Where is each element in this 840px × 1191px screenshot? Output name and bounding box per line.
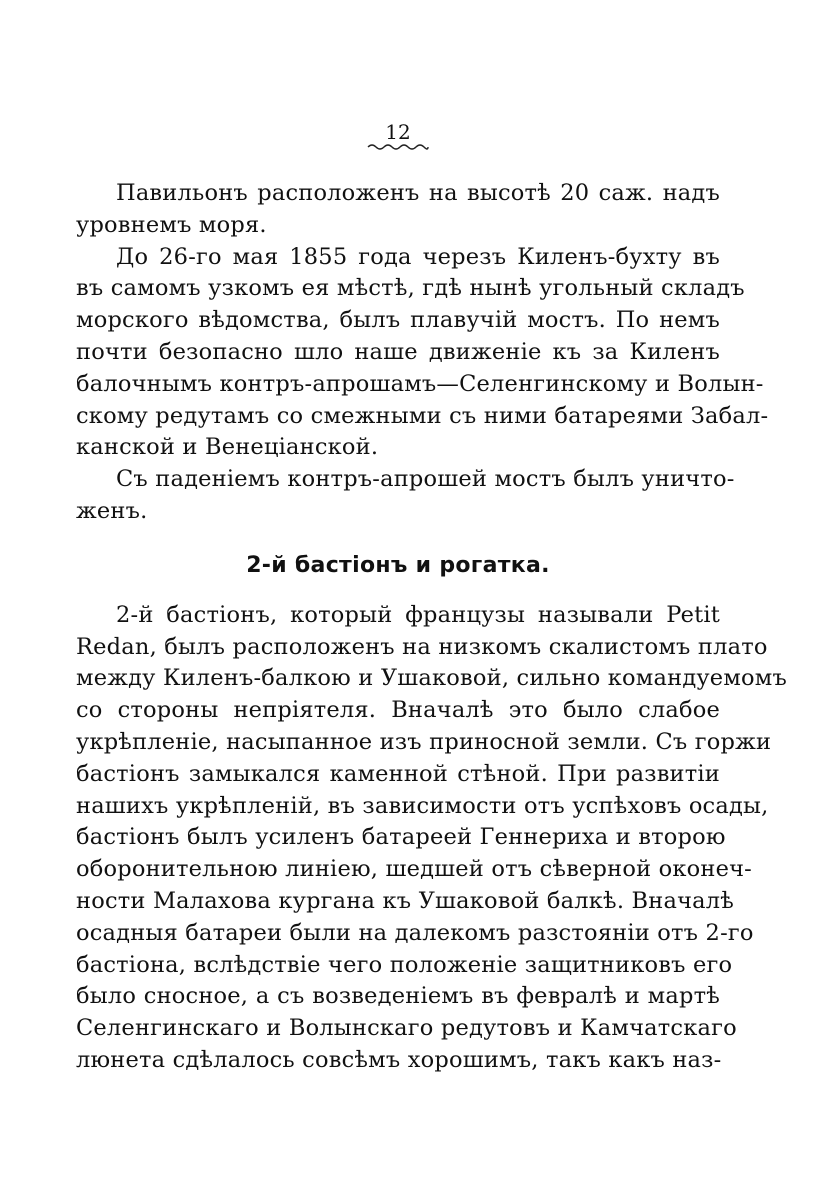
paragraph-destroyed [76, 464, 735, 528]
text-line: ности Малахова кургана къ Ушаковой балкѣ. Вначалѣ [76, 887, 735, 914]
paragraph-bridge [76, 242, 769, 465]
text-line: канской и Венеціанской. [76, 434, 379, 461]
book-page [76, 118, 787, 1077]
text-line: осадныя батареи были на далекомъ разстояніи отъ 2-го [76, 919, 754, 946]
text-line: Съ паденіемъ контръ-апрошей мостъ былъ уничто- [116, 466, 735, 493]
text-line: Павильонъ расположенъ на высотѣ 20 саж. надъ [116, 180, 720, 206]
text-line: Redan, былъ расположенъ на низкомъ скалистомъ плато [76, 633, 768, 660]
text-line: укрѣпленіе, насыпанное изъ приносной земли. Съ горжи [76, 728, 772, 755]
text-line: женъ. [76, 497, 148, 524]
text-line: между Киленъ-балкою и Ушаковой, сильно командуемомъ [76, 665, 787, 692]
text-line: До 26-го мая 1855 года черезъ Киленъ-бухту въ [116, 243, 720, 270]
text-line: скому редутамъ со смежными съ ними батареями Забал- [76, 402, 769, 429]
text-line: люнета сдѣлалось совсѣмъ хорошимъ, такъ какъ наз- [76, 1046, 722, 1073]
page-number: 12 [385, 120, 411, 144]
text-line: оборонительною линіею, шедшей отъ сѣверной оконеч- [76, 856, 752, 883]
text-line: 2-й бастіонъ, который французы называли Petit [116, 601, 720, 628]
text-line: морского вѣдомства, былъ плавучій мостъ. По немъ [76, 307, 720, 334]
text-line: бастіонъ былъ усиленъ батареей Геннериха и второю [76, 824, 726, 851]
text-line: со стороны непріятеля. Вначалѣ это было слабое [76, 697, 720, 724]
section-heading: 2-й бастіонъ и рогатка. [246, 552, 550, 578]
text-line: нашихъ укрѣпленій, въ зависимости отъ успѣховъ осады, [76, 792, 769, 819]
text-line: бастіона, вслѣдствіе чего положеніе защитниковъ его [76, 951, 733, 978]
text-line: балочнымъ контръ-апрошамъ—Селенгинскому и Волын- [76, 370, 764, 397]
paragraph-second-bastion [76, 600, 787, 1077]
text-line: было сносное, а съ возведеніемъ въ февралѣ и мартѣ [76, 983, 720, 1010]
text-line: бастіонъ замыкался каменной стѣной. При развитіи [76, 760, 720, 787]
text-line: уровнемъ моря. [76, 211, 267, 238]
text-line: Селенгинскаго и Волынскаго редутовъ и Камчатскаго [76, 1015, 737, 1042]
paragraph-pavilion [76, 178, 720, 242]
text-line: въ самомъ узкомъ ея мѣстѣ, гдѣ нынѣ угольный складъ [76, 275, 745, 302]
text-line: почти безопасно шло наше движеніе къ за Киленъ [76, 338, 720, 365]
